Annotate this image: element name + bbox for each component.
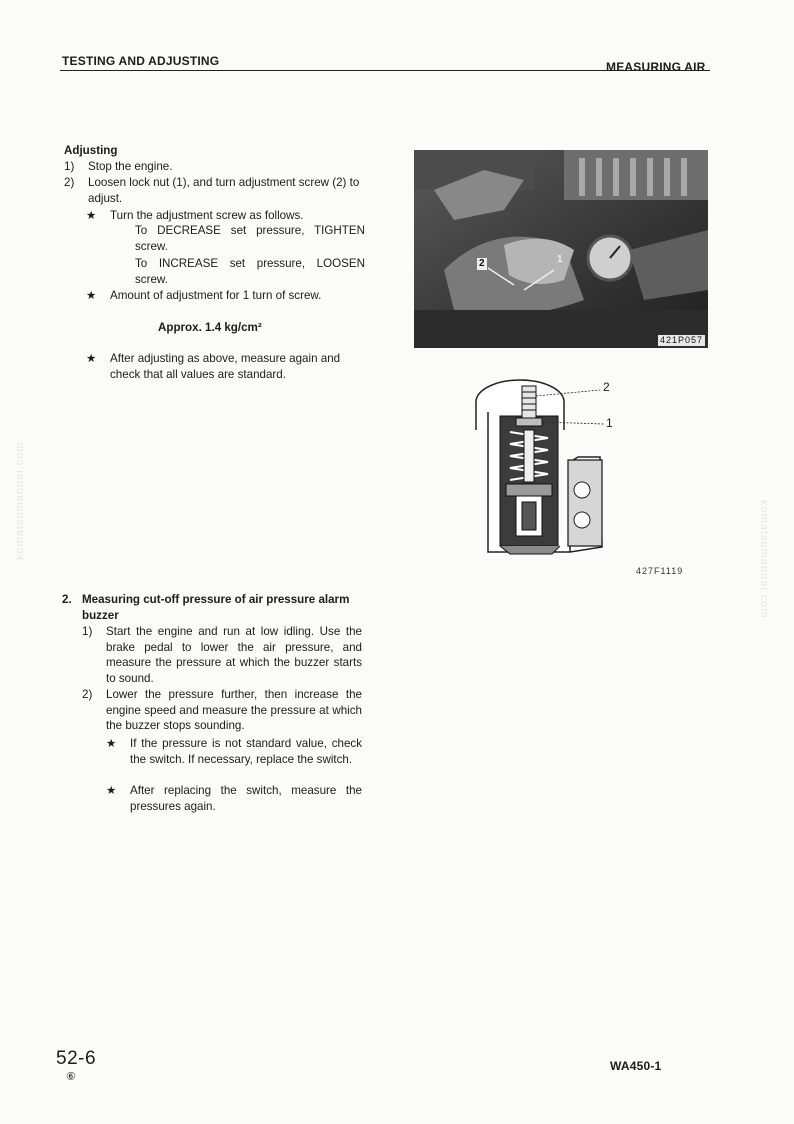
note-after	[86, 351, 366, 382]
step-number: 1)	[82, 625, 93, 638]
note-text: Amount of adjustment for 1 turn of screw.	[110, 289, 322, 302]
step-number: 2)	[82, 688, 93, 701]
adjusting-step-2	[64, 175, 366, 206]
watermark-left: komatsumanual.com	[14, 441, 26, 560]
photo-label-1: 1	[557, 254, 563, 265]
increase-instruction: To INCREASE set pressure, LOOSEN screw.	[135, 257, 365, 286]
note-text: Turn the adjustment screw as follows.	[110, 209, 304, 222]
section-title: Measuring cut-off pressure of air pressure alarm buzzer	[82, 593, 350, 622]
star-icon: ★	[86, 209, 97, 222]
section-2-note-2	[106, 783, 362, 814]
watermark-right: komatsumanual.com	[758, 500, 770, 619]
note-text: After adjusting as above, measure again and check that all values are standard.	[110, 352, 341, 381]
header-rule	[60, 70, 710, 71]
revision-mark: ⑥	[66, 1071, 76, 1083]
adjustment-photo	[414, 150, 708, 348]
diagram-code: 427F1119	[636, 566, 684, 576]
page-number: 52-6	[56, 1048, 97, 1069]
valve-drawing	[470, 372, 620, 562]
step-text: Stop the engine.	[88, 160, 173, 173]
diagram-label-2: 2	[603, 380, 610, 394]
approx-value: Approx. 1.4 kg/cm²	[158, 321, 262, 334]
step-number: 1)	[64, 160, 75, 173]
note-text: After replacing the switch, measure the pressures again.	[130, 784, 362, 813]
header-section-title: TESTING AND ADJUSTING	[62, 54, 220, 68]
header-topic-title: MEASURING AIR	[606, 60, 706, 74]
star-icon: ★	[106, 784, 117, 797]
star-icon: ★	[86, 352, 97, 365]
step-text: Lower the pressure further, then increase the engine speed and measure the pressure at which the buzzer stops sounding.	[106, 688, 362, 733]
photo-label-2: 2	[479, 258, 485, 269]
valve-cutaway-diagram	[470, 372, 620, 562]
section-2-step-1	[82, 624, 362, 686]
photo-illustration	[414, 150, 708, 348]
section-2-heading	[62, 592, 362, 623]
step-text: Start the engine and run at low idling. Use the brake pedal to lower the air pressure, and measure the pressure at which the buzzer starts to sound.	[106, 625, 362, 685]
note-text: If the pressure is not standard value, check the switch. If necessary, replace the switch.	[130, 737, 362, 766]
model-number: WA450-1	[610, 1059, 662, 1073]
section-2-note-1	[106, 736, 362, 767]
section-number: 2.	[62, 593, 72, 606]
section-2-step-2	[82, 687, 362, 734]
adjusting-title: Adjusting	[64, 144, 118, 157]
star-icon: ★	[106, 737, 117, 750]
decrease-instruction: To DECREASE set pressure, TIGHTEN screw.	[135, 224, 365, 253]
step-number: 2)	[64, 176, 75, 189]
diagram-label-1: 1	[606, 416, 613, 430]
photo-code: 421P057	[659, 335, 703, 345]
star-icon: ★	[86, 289, 97, 302]
step-text: Loosen lock nut (1), and turn adjustment screw (2) to adjust.	[88, 176, 360, 205]
